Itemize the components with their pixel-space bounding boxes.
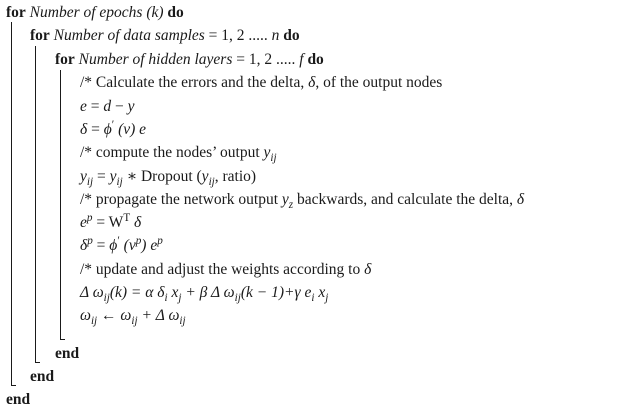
math-prime: ′ [111, 118, 115, 131]
keyword-do: do [167, 4, 184, 21]
math-sub: ij [131, 314, 138, 327]
math-y: y [127, 98, 135, 115]
math-e: e [150, 237, 158, 254]
comment-text: /* update and adjust the weights according to [80, 261, 365, 278]
math-omega: ω [80, 307, 91, 324]
math-arg: ) [141, 237, 151, 254]
math-delta: δ [516, 191, 525, 208]
math-arg: (ν) [114, 121, 140, 138]
scope-bar-middle [35, 46, 36, 362]
math-sub: j [178, 291, 182, 304]
math-sub: ij [234, 291, 241, 304]
algo-line-10 [80, 213, 141, 233]
math-op: − [111, 98, 128, 115]
algo-line-9 [80, 190, 524, 210]
algo-line-3 [55, 50, 324, 70]
math-d: d [103, 98, 112, 115]
math-k: (k) = α δ [109, 284, 165, 301]
algo-line-7 [80, 143, 277, 163]
math-sub: ij [270, 151, 277, 164]
end-middle: end [30, 368, 55, 385]
scope-bar-middle-foot [35, 362, 40, 363]
math-sup: p [87, 234, 93, 247]
keyword-for: for [55, 51, 75, 68]
math-sub: ij [103, 291, 110, 304]
algo-line-11 [80, 236, 163, 256]
loop-condition: Number of epochs (k) [29, 4, 164, 21]
math-e: e [80, 214, 87, 231]
math-y: y [201, 168, 209, 185]
loop-condition: Number of data samples [53, 27, 205, 44]
math-y: y [281, 191, 289, 208]
scope-bar-inner-foot [60, 339, 65, 340]
math-e: e [80, 98, 87, 115]
math-y: y [109, 168, 117, 185]
keyword-for: for [6, 4, 26, 21]
math-phi: ϕ [109, 237, 118, 254]
math-sub: ij [86, 175, 94, 188]
math-sub: z [288, 198, 294, 211]
algo-line-14 [80, 306, 186, 326]
keyword-for: for [30, 27, 50, 44]
math-prime: ′ [117, 234, 120, 247]
comment-text: /* compute the nodes’ output [80, 144, 264, 161]
comment-text: /* propagate the network output [80, 191, 282, 208]
math-eq: = [93, 168, 110, 185]
algo-line-1 [6, 3, 184, 23]
math-delta: δ [308, 74, 316, 91]
math-delta: δ [80, 237, 88, 254]
keyword-do: do [283, 27, 300, 44]
math-x: x [167, 284, 179, 301]
comment-text: /* Calculate the errors and the delta, [80, 74, 309, 91]
math-x: x [314, 284, 326, 301]
algo-line-6 [80, 120, 146, 140]
math-sub: ij [208, 175, 215, 188]
math-plus: + β Δ ω [181, 284, 235, 301]
math-arrow: ← ω [97, 307, 132, 324]
math-sub: j [325, 291, 329, 304]
math-eq: = W [92, 214, 124, 231]
math-eq: = [92, 237, 110, 254]
math-delta: δ [130, 214, 142, 231]
end-inner: end [55, 345, 80, 362]
comment-text-rest: backwards, and calculate the delta, [293, 191, 517, 208]
keyword-do: do [307, 51, 324, 68]
scope-bar-inner [60, 70, 61, 339]
math-sup: p [135, 234, 142, 247]
comment-text-rest: , of the output nodes [315, 74, 443, 91]
math-y: y [263, 144, 271, 161]
math-e: e [139, 121, 147, 138]
math-arg: (ν [119, 237, 136, 254]
math-delta-omega: Δ ω [80, 284, 104, 301]
math-sub: ij [90, 314, 98, 327]
math-sub: ij [179, 314, 186, 327]
loop-variable: n [271, 27, 280, 44]
math-k2: (k − 1)+γ e [240, 284, 312, 301]
math-eq: = [86, 98, 104, 115]
algo-line-12 [80, 260, 371, 280]
algo-line-5 [80, 97, 135, 117]
loop-condition: Number of hidden layers [78, 51, 233, 68]
math-delta: δ [364, 261, 372, 278]
algo-line-4 [80, 73, 442, 93]
algo-line-8 [80, 167, 256, 187]
end-outer: end [6, 391, 31, 408]
scope-bar-outer-foot [11, 385, 16, 386]
loop-range: = 1, 2 ..... [236, 51, 296, 68]
math-y: y [80, 168, 87, 185]
math-sup: T [123, 211, 131, 224]
math-eq: = [87, 121, 104, 138]
algo-line-2 [30, 26, 300, 46]
math-sub: ij [116, 175, 123, 188]
algo-line-13 [80, 283, 328, 303]
math-sub: i [311, 291, 315, 304]
loop-range: = 1, 2 ..... [208, 27, 268, 44]
math-sup: p [157, 234, 163, 247]
math-tail: , ratio) [214, 168, 257, 185]
math-phi: ϕ [103, 121, 112, 138]
scope-bar-outer [11, 22, 12, 385]
math-plus: + Δ ω [137, 307, 180, 324]
math-delta: δ [80, 121, 88, 138]
math-sup: p [86, 211, 93, 224]
math-dropout: ∗ Dropout ( [122, 168, 202, 185]
math-sub: i [164, 291, 168, 304]
loop-variable: f [299, 51, 304, 68]
